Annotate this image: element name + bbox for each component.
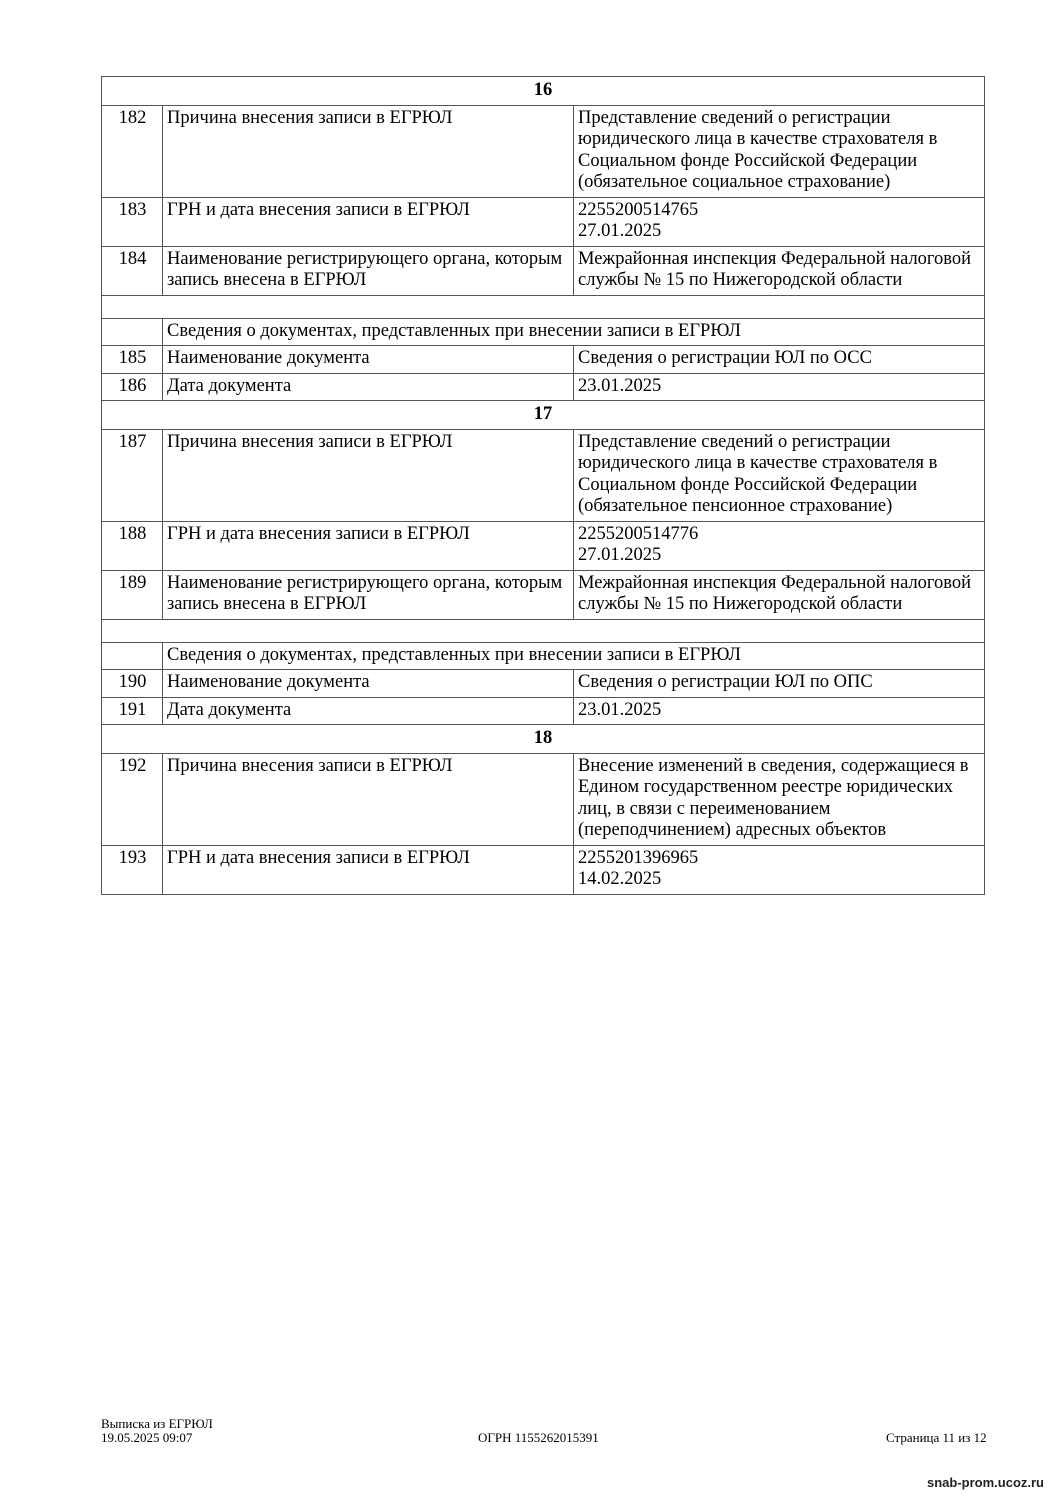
section-number: 17: [102, 401, 985, 430]
docs-header: Сведения о документах, представленных при внесении записи в ЕГРЮЛ: [163, 642, 985, 670]
row-label: Дата документа: [163, 697, 574, 725]
table-row: [102, 670, 985, 698]
row-value: 2255200514776 27.01.2025: [574, 521, 985, 570]
row-value: Сведения о регистрации ЮЛ по ОСС: [574, 346, 985, 374]
row-number: 187: [102, 429, 163, 521]
row-number: 193: [102, 845, 163, 894]
table-row: [102, 753, 985, 845]
table-row: [102, 845, 985, 894]
footer-page-number: Страница 11 из 12: [886, 1430, 987, 1445]
row-value: Сведения о регистрации ЮЛ по ОПС: [574, 670, 985, 698]
blank-cell: [102, 318, 163, 346]
row-value: 23.01.2025: [574, 697, 985, 725]
section-number: 18: [102, 725, 985, 754]
row-number: 184: [102, 246, 163, 295]
section-number: 16: [102, 77, 985, 106]
row-label: Наименование документа: [163, 670, 574, 698]
footer-doc-title: Выписка из ЕГРЮЛ: [101, 1416, 213, 1431]
row-number: 192: [102, 753, 163, 845]
row-value: Представление сведений о регистрации юридического лица в качестве страхователя в Социальном фонде Российской Федерации (обязательное социальное страхование): [574, 105, 985, 197]
row-number: 190: [102, 670, 163, 698]
docs-header-row: [102, 642, 985, 670]
watermark: snab-prom.ucoz.ru: [926, 1475, 1044, 1490]
row-value: 2255201396965 14.02.2025: [574, 845, 985, 894]
row-value: Межрайонная инспекция Федеральной налоговой службы № 15 по Нижегородской области: [574, 570, 985, 619]
row-number: 182: [102, 105, 163, 197]
section-header-row: [102, 401, 985, 430]
docs-header: Сведения о документах, представленных при внесении записи в ЕГРЮЛ: [163, 318, 985, 346]
row-label: Наименование документа: [163, 346, 574, 374]
empty-cell: [102, 619, 985, 642]
row-number: 189: [102, 570, 163, 619]
row-number: 183: [102, 197, 163, 246]
docs-header-row: [102, 318, 985, 346]
section-header-row: [102, 725, 985, 754]
row-number: 191: [102, 697, 163, 725]
egrul-extract-table: [101, 76, 985, 895]
row-label: Причина внесения записи в ЕГРЮЛ: [163, 105, 574, 197]
table-row: [102, 570, 985, 619]
row-label: Причина внесения записи в ЕГРЮЛ: [163, 429, 574, 521]
table-row: [102, 521, 985, 570]
empty-cell: [102, 295, 985, 318]
empty-row: [102, 619, 985, 642]
section-header-row: [102, 77, 985, 106]
row-label: Дата документа: [163, 373, 574, 401]
footer-datetime: 19.05.2025 09:07: [101, 1430, 193, 1445]
row-label: Наименование регистрирующего органа, которым запись внесена в ЕГРЮЛ: [163, 246, 574, 295]
table-row: [102, 105, 985, 197]
row-label: Причина внесения записи в ЕГРЮЛ: [163, 753, 574, 845]
table-row: [102, 697, 985, 725]
table-row: [102, 373, 985, 401]
table-row: [102, 346, 985, 374]
blank-cell: [102, 642, 163, 670]
row-label: ГРН и дата внесения записи в ЕГРЮЛ: [163, 845, 574, 894]
row-number: 185: [102, 346, 163, 374]
empty-row: [102, 295, 985, 318]
row-value: 23.01.2025: [574, 373, 985, 401]
row-number: 186: [102, 373, 163, 401]
row-value: Представление сведений о регистрации юридического лица в качестве страхователя в Социальном фонде Российской Федерации (обязательное пенсионное страхование): [574, 429, 985, 521]
row-number: 188: [102, 521, 163, 570]
row-value: 2255200514765 27.01.2025: [574, 197, 985, 246]
footer-left: [101, 1417, 213, 1445]
footer-ogrn: ОГРН 1155262015391: [478, 1430, 599, 1445]
row-value: Внесение изменений в сведения, содержащиеся в Едином государственном реестре юридических лиц, в связи с переименованием (переподчинением) адресных объектов: [574, 753, 985, 845]
row-label: Наименование регистрирующего органа, которым запись внесена в ЕГРЮЛ: [163, 570, 574, 619]
row-label: ГРН и дата внесения записи в ЕГРЮЛ: [163, 197, 574, 246]
table-row: [102, 429, 985, 521]
row-value: Межрайонная инспекция Федеральной налоговой службы № 15 по Нижегородской области: [574, 246, 985, 295]
table-row: [102, 197, 985, 246]
table-row: [102, 246, 985, 295]
row-label: ГРН и дата внесения записи в ЕГРЮЛ: [163, 521, 574, 570]
